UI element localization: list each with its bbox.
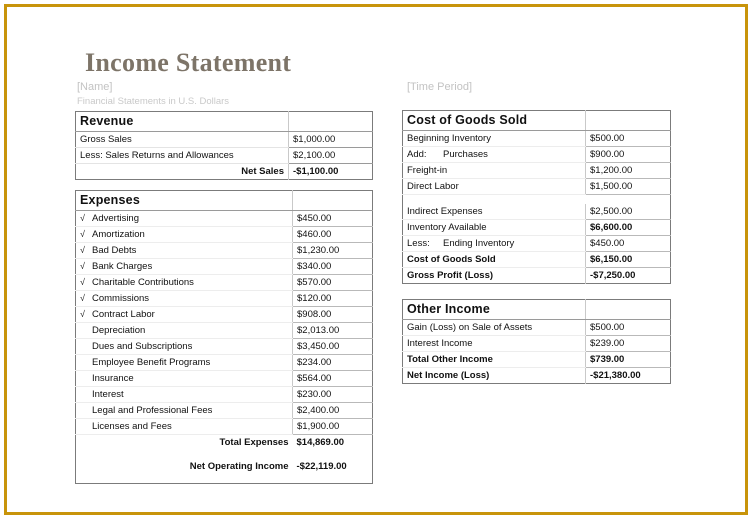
- other-income-row-label: Gain (Loss) on Sale of Assets: [403, 320, 586, 336]
- table-row[interactable]: [76, 243, 373, 259]
- page-title: Income Statement: [85, 48, 292, 77]
- expense-row-label: Legal and Professional Fees: [92, 405, 213, 416]
- net-sales-amount: -$1,100.00: [289, 164, 373, 180]
- cogs-row-label: Beginning Inventory: [403, 131, 586, 147]
- cogs-row-amount[interactable]: $2,500.00: [586, 204, 671, 220]
- expense-row-label: Contract Labor: [92, 309, 155, 320]
- expense-row-amount[interactable]: $234.00: [293, 355, 373, 371]
- table-row[interactable]: [76, 227, 373, 243]
- expenses-header-label: Expenses: [76, 191, 293, 211]
- cogs-row-label: Inventory Available: [403, 220, 586, 236]
- revenue-total-row: [76, 164, 373, 180]
- gross-profit-label: Gross Profit (Loss): [407, 270, 494, 281]
- expense-row-amount[interactable]: $1,900.00: [293, 419, 373, 435]
- company-name-placeholder[interactable]: [Name]: [77, 81, 113, 93]
- revenue-row-label: Gross Sales: [76, 132, 289, 148]
- net-income-row: [403, 368, 671, 384]
- cogs-row-amount[interactable]: $450.00: [586, 236, 671, 252]
- table-row[interactable]: [76, 211, 373, 227]
- table-row[interactable]: [76, 355, 373, 371]
- expense-row-amount[interactable]: $2,013.00: [293, 323, 373, 339]
- total-expenses-amount: $14,869.00: [296, 437, 345, 448]
- cogs-row-prefix: Less:: [407, 238, 430, 249]
- table-row[interactable]: [76, 148, 373, 164]
- expense-row-amount[interactable]: $2,400.00: [293, 403, 373, 419]
- table-row[interactable]: [403, 147, 671, 163]
- expense-row-amount[interactable]: $3,450.00: [293, 339, 373, 355]
- table-row[interactable]: [76, 339, 373, 355]
- cogs-row-label: Direct Labor: [403, 179, 586, 195]
- table-row[interactable]: [76, 387, 373, 403]
- time-period-placeholder[interactable]: [Time Period]: [407, 81, 473, 93]
- expense-row-label: Commissions: [92, 293, 150, 304]
- table-row[interactable]: [403, 131, 671, 147]
- cogs-total-amount: $6,150.00: [586, 252, 671, 268]
- expense-row-label: Charitable Contributions: [92, 277, 194, 288]
- table-row[interactable]: [403, 179, 671, 195]
- other-income-row-amount[interactable]: $500.00: [586, 320, 671, 336]
- table-row[interactable]: [403, 236, 671, 252]
- spacer-cell: [76, 474, 293, 484]
- expense-row-amount[interactable]: $1,230.00: [293, 243, 373, 259]
- net-sales-label: Net Sales: [241, 166, 284, 177]
- net-income-amount: -$21,380.00: [586, 368, 671, 384]
- other-income-row-label: Interest Income: [403, 336, 586, 352]
- table-row[interactable]: [76, 275, 373, 291]
- total-other-income-amount: $739.00: [586, 352, 671, 368]
- table-row[interactable]: [403, 163, 671, 179]
- table-row[interactable]: [76, 259, 373, 275]
- revenue-table: [75, 111, 373, 180]
- table-row[interactable]: [76, 307, 373, 323]
- cogs-row-label: Ending Inventory: [443, 238, 515, 249]
- table-row[interactable]: [76, 291, 373, 307]
- expense-row-amount[interactable]: $120.00: [293, 291, 373, 307]
- net-operating-income-row: [76, 459, 373, 474]
- expense-row-label: Depreciation: [92, 325, 146, 336]
- spacer-cell: [293, 474, 373, 484]
- table-row[interactable]: [403, 220, 671, 236]
- table-row[interactable]: [403, 320, 671, 336]
- expense-row-label: Interest: [92, 389, 124, 400]
- expense-row-label: Bank Charges: [92, 261, 153, 272]
- net-operating-income-amount: -$22,119.00: [296, 461, 347, 472]
- spacer-row: [403, 195, 671, 205]
- spacer-row: [76, 474, 373, 484]
- net-operating-income-label: Net Operating Income: [189, 461, 289, 472]
- spacer-cell: [76, 450, 293, 459]
- expense-row-label: Licenses and Fees: [92, 421, 172, 432]
- expense-row-amount[interactable]: $340.00: [293, 259, 373, 275]
- cogs-row-label: Purchases: [443, 149, 488, 160]
- cogs-row-amount[interactable]: $500.00: [586, 131, 671, 147]
- cogs-row-label: Indirect Expenses: [403, 204, 586, 220]
- other-income-row-amount[interactable]: $239.00: [586, 336, 671, 352]
- check-icon: √: [80, 277, 85, 287]
- other-income-header-amount: [586, 300, 671, 320]
- cogs-header-row: [403, 111, 671, 131]
- check-icon: √: [80, 309, 85, 319]
- cogs-total-label: Cost of Goods Sold: [403, 252, 586, 268]
- cogs-row-amount[interactable]: $6,600.00: [586, 220, 671, 236]
- spacer-row: [76, 450, 373, 459]
- expense-row-amount[interactable]: $564.00: [293, 371, 373, 387]
- revenue-row-label: Less: Sales Returns and Allowances: [76, 148, 289, 164]
- expense-row-label: Insurance: [92, 373, 134, 384]
- revenue-header-amount: [289, 112, 373, 132]
- revenue-row-amount[interactable]: $2,100.00: [289, 148, 373, 164]
- spacer-cell: [293, 450, 373, 459]
- expense-row-label: Amortization: [92, 229, 145, 240]
- expenses-table: [75, 190, 373, 484]
- check-icon: √: [80, 261, 85, 271]
- expense-row-label: Advertising: [92, 213, 139, 224]
- expenses-total-row: [76, 435, 373, 451]
- expense-row-amount[interactable]: $908.00: [293, 307, 373, 323]
- expense-row-amount[interactable]: $570.00: [293, 275, 373, 291]
- total-other-income-row: [403, 352, 671, 368]
- cogs-row-label: Freight-in: [403, 163, 586, 179]
- table-row[interactable]: [76, 132, 373, 148]
- cogs-header-amount: [586, 111, 671, 131]
- table-row[interactable]: [76, 371, 373, 387]
- total-expenses-label: Total Expenses: [219, 437, 289, 448]
- cogs-row-prefix: Add:: [407, 149, 427, 160]
- table-row[interactable]: [76, 403, 373, 419]
- revenue-header-label: Revenue: [76, 112, 289, 132]
- gross-profit-row: [403, 268, 671, 284]
- expense-row-amount[interactable]: $460.00: [293, 227, 373, 243]
- expense-row-label: Employee Benefit Programs: [92, 357, 211, 368]
- check-icon: √: [80, 245, 85, 255]
- net-income-label: Net Income (Loss): [407, 370, 490, 381]
- expense-row-amount[interactable]: $450.00: [293, 211, 373, 227]
- table-row[interactable]: [76, 419, 373, 435]
- table-row: [403, 252, 671, 268]
- check-icon: √: [80, 229, 85, 239]
- cogs-header-label: Cost of Goods Sold: [403, 111, 586, 131]
- gross-profit-amount: -$7,250.00: [586, 268, 671, 284]
- cogs-row-amount[interactable]: $900.00: [586, 147, 671, 163]
- other-income-table: [402, 299, 671, 384]
- check-icon: √: [80, 293, 85, 303]
- other-income-header-label: Other Income: [403, 300, 586, 320]
- expense-row-amount[interactable]: $230.00: [293, 387, 373, 403]
- expenses-header-amount: [293, 191, 373, 211]
- table-row[interactable]: [403, 336, 671, 352]
- cogs-row-amount[interactable]: $1,500.00: [586, 179, 671, 195]
- revenue-row-amount[interactable]: $1,000.00: [289, 132, 373, 148]
- other-income-header-row: [403, 300, 671, 320]
- currency-note: Financial Statements in U.S. Dollars: [77, 96, 230, 107]
- expenses-header-row: [76, 191, 373, 211]
- table-row[interactable]: [403, 204, 671, 220]
- spacer-cell: [403, 195, 586, 205]
- cogs-row-amount[interactable]: $1,200.00: [586, 163, 671, 179]
- cost-of-goods-sold-table: [402, 110, 671, 284]
- total-other-income-label: Total Other Income: [403, 352, 586, 368]
- expense-row-label: Dues and Subscriptions: [92, 341, 193, 352]
- spacer-cell: [586, 195, 671, 205]
- check-icon: √: [80, 213, 85, 223]
- expense-row-label: Bad Debts: [92, 245, 137, 256]
- table-row[interactable]: [76, 323, 373, 339]
- revenue-header-row: [76, 112, 373, 132]
